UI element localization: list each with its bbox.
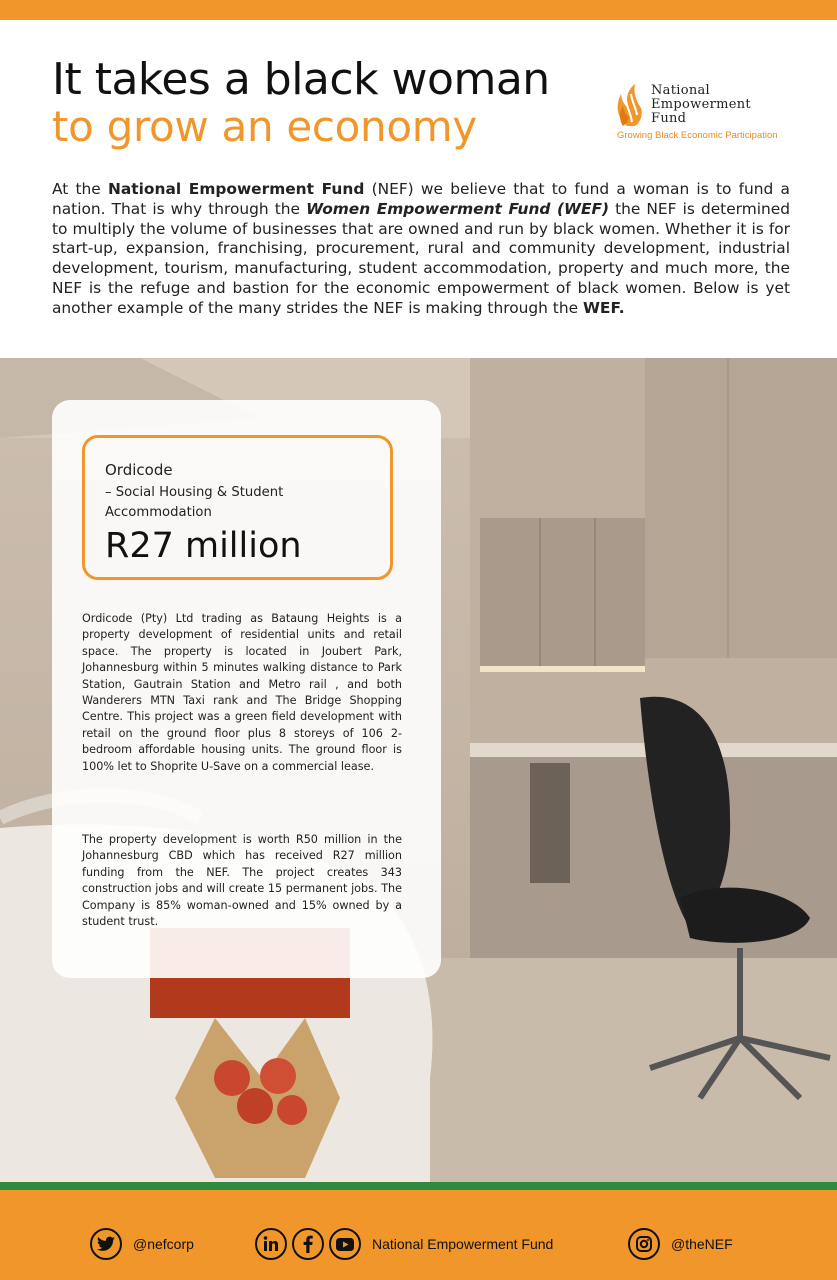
intro-text-1: At the (52, 180, 109, 198)
organisation-name[interactable]: National Empowerment Fund (372, 1236, 554, 1252)
instagram-handle[interactable]: @theNEF (671, 1236, 733, 1252)
flame-icon (613, 82, 647, 128)
facebook-icon[interactable] (292, 1228, 324, 1260)
headline-line-2: to grow an economy (52, 102, 477, 151)
page-headline (52, 54, 550, 151)
logo-tagline: Growing Black Economic Participation (617, 130, 778, 141)
social-twitter (90, 1226, 194, 1262)
nef-logo (613, 80, 788, 144)
social-instagram (628, 1226, 733, 1262)
top-accent-bar (0, 0, 837, 20)
headline-line-1: It takes a black woman (52, 54, 550, 105)
logo-word-national: National (651, 83, 711, 98)
linkedin-icon[interactable] (255, 1228, 287, 1260)
twitter-handle[interactable]: @nefcorp (133, 1236, 194, 1252)
funding-amount: R27 million (105, 526, 302, 566)
intro-org-name: National Empowerment Fund (108, 180, 365, 198)
instagram-icon[interactable] (628, 1228, 660, 1260)
social-group (255, 1226, 553, 1262)
youtube-icon[interactable] (329, 1228, 361, 1260)
intro-paragraph (52, 180, 790, 319)
intro-fund-short: WEF. (582, 298, 625, 317)
intro-text-3: the NEF is determined to multiply the volume of businesses that are owned and run by black women. Whether it is for start-up, expansion, franchising, procurement, rural and community development, industrial development, tourism, manufacturing, student accommodation, property and much more, the NEF is the refuge and bastion for the economic empowerment of black women. Below is yet another example of the many strides the NEF is making through the (52, 199, 790, 317)
logo-word-empowerment: Empowerment (651, 97, 751, 112)
deal-summary-box (82, 435, 393, 580)
intro-text-2: (NEF) we believe that to fund a woman is to fund a nation. That is why through the (52, 180, 790, 218)
twitter-icon[interactable] (90, 1228, 122, 1260)
story-paragraph-2: The property development is worth R50 million in the Johannesburg CBD which has received R27 million funding from the NEF. The project creates 343 construction jobs and will create 15 permanent jobs. The Company is 85% woman-owned and 15% owned by a student trust. (82, 833, 402, 929)
company-sector: – Social Housing & Student Accommodation (105, 485, 284, 520)
story-paragraph-1: Ordicode (Pty) Ltd trading as Bataung Heights is a property development of residential units and retail space. The property is located in Joubert Park, Johannesburg within 5 minutes walking distance to Park Station, Gautrain Station and Metro rail , and both Wanderers MTN Taxi rank and The Bridge Shopping Centre. This project was a green field development with retail on the ground floor plus 8 storeys of 106 2-bedroom affordable housing units. The ground floor is 100% let to Shoprite U-Save on a commercial lease. (82, 612, 402, 773)
green-stripe (0, 1182, 837, 1190)
company-name: Ordicode (105, 461, 173, 479)
intro-fund-name: Women Empowerment Fund (WEF) (306, 199, 610, 218)
logo-word-fund: Fund (651, 111, 687, 126)
